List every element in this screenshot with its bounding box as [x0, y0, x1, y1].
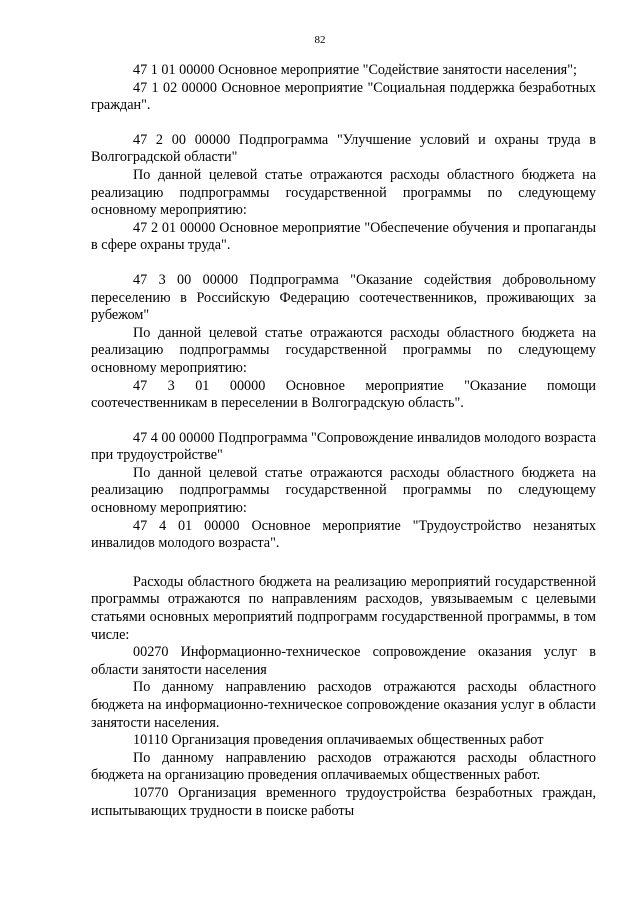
paragraph-item-47101: 47 1 01 00000 Основное мероприятие "Содействие занятости населения"; [133, 62, 577, 78]
paragraph-spacer [91, 255, 596, 272]
paragraph-direction-10770: 10770 Организация временного трудоустройства безработных граждан, испытывающих трудности в поиске работы [91, 784, 596, 819]
paragraph-item-47201: 47 2 01 00000 Основное мероприятие "Обеспечение обучения и пропаганды в сфере охраны труда". [91, 219, 596, 254]
paragraph-subprogram-473: 47 3 00 00000 Подпрограмма "Оказание содействия добровольному переселению в Российскую Федерацию соотечественников, проживающих за рубежом" [91, 271, 596, 324]
paragraph-description-00270: По данному направлению расходов отражаются расходы областного бюджета на информационно-техническое сопровождение оказания услуг в области занятости населения. [91, 679, 596, 731]
paragraph-description-10110: По данному направлению расходов отражаются расходы областного бюджета на организацию проведения оплачиваемых общественных работ. [91, 749, 596, 784]
paragraph-spacer [91, 413, 596, 430]
document-body [91, 62, 596, 820]
paragraph-description-473: По данной целевой статье отражаются расходы областного бюджета на реализацию подпрограммы государственной программы по следующему основному мероприятию: [91, 324, 596, 376]
paragraph-direction-00270: 00270 Информационно-техническое сопровождение оказания услуг в области занятости населения [91, 644, 596, 678]
paragraph-direction-10110: 10110 Организация проведения оплачиваемых общественных работ [133, 732, 544, 749]
paragraph-spacer [91, 115, 596, 132]
paragraph-item-47401: 47 4 01 00000 Основное мероприятие "Трудоустройство незанятых инвалидов молодого возраста". [91, 517, 596, 552]
paragraph-expenses-intro: Расходы областного бюджета на реализацию мероприятий государственной программы отражаются по направлениям расходов, увязываемым с целевыми статьями основных мероприятий подпрограмм государственной программы, в том числе: [91, 573, 596, 643]
paragraph-item-47301: 47 3 01 00000 Основное мероприятие "Оказание помощи соотечественникам в переселении в Волгоградскую область". [91, 377, 596, 412]
page-number: 82 [314, 34, 326, 46]
paragraph-item-47102: 47 1 02 00000 Основное мероприятие "Социальная поддержка безработных граждан". [91, 79, 596, 114]
paragraph-subprogram-472: 47 2 00 00000 Подпрограмма "Улучшение условий и охраны труда в Волгоградской области" [91, 131, 596, 166]
paragraph-description-472: По данной целевой статье отражаются расходы областного бюджета на реализацию подпрограммы государственной программы по следующему основному мероприятию: [91, 166, 596, 219]
paragraph-description-474: По данной целевой статье отражаются расходы областного бюджета на реализацию подпрограммы государственной программы по следующему основному мероприятию: [91, 464, 596, 517]
paragraph-subprogram-474: 47 4 00 00000 Подпрограмма "Сопровождение инвалидов молодого возраста при трудоустройстве" [91, 429, 596, 464]
paragraph-spacer [91, 553, 596, 574]
